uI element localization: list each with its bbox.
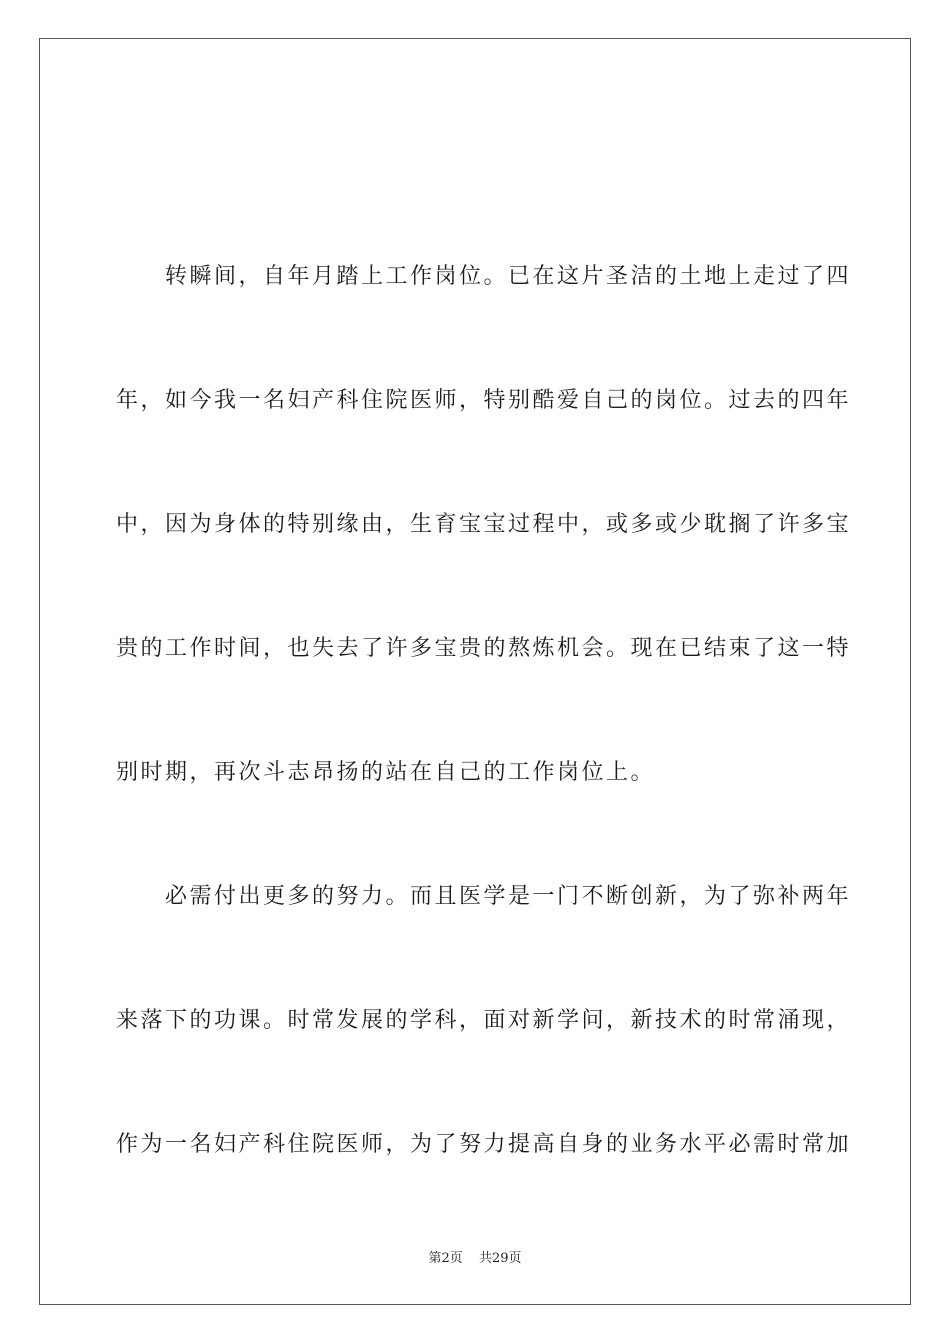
body-text-line: 别时期，再次斗志昂扬的站在自己的工作岗位上。 — [116, 760, 656, 785]
body-text-line: 贵的工作时间，也失去了许多宝贵的熬炼机会。现在已结束了这一特 — [116, 636, 852, 661]
body-text-line: 中，因为身体的特别缘由，生育宝宝过程中，或多或少耽搁了许多宝 — [116, 512, 852, 537]
page-total: 共29页 — [478, 1251, 522, 1266]
body-text-line: 转瞬间，自年月踏上工作岗位。已在这片圣洁的土地上走过了四 — [116, 264, 852, 289]
body-text-line: 来落下的功课。时常发展的学科，面对新学问，新技术的时常涌现， — [116, 1008, 852, 1033]
body-text-line: 作为一名妇产科住院医师，为了努力提高自身的业务水平必需时常加 — [116, 1132, 852, 1157]
page-number: 第2页 — [428, 1251, 463, 1266]
page-footer — [0, 1247, 950, 1266]
body-text-line: 年，如今我一名妇产科住院医师，特别酷爱自己的岗位。过去的四年 — [116, 388, 852, 413]
page-frame — [39, 38, 911, 1305]
body-text-line: 必需付出更多的努力。而且医学是一门不断创新，为了弥补两年 — [116, 884, 852, 909]
